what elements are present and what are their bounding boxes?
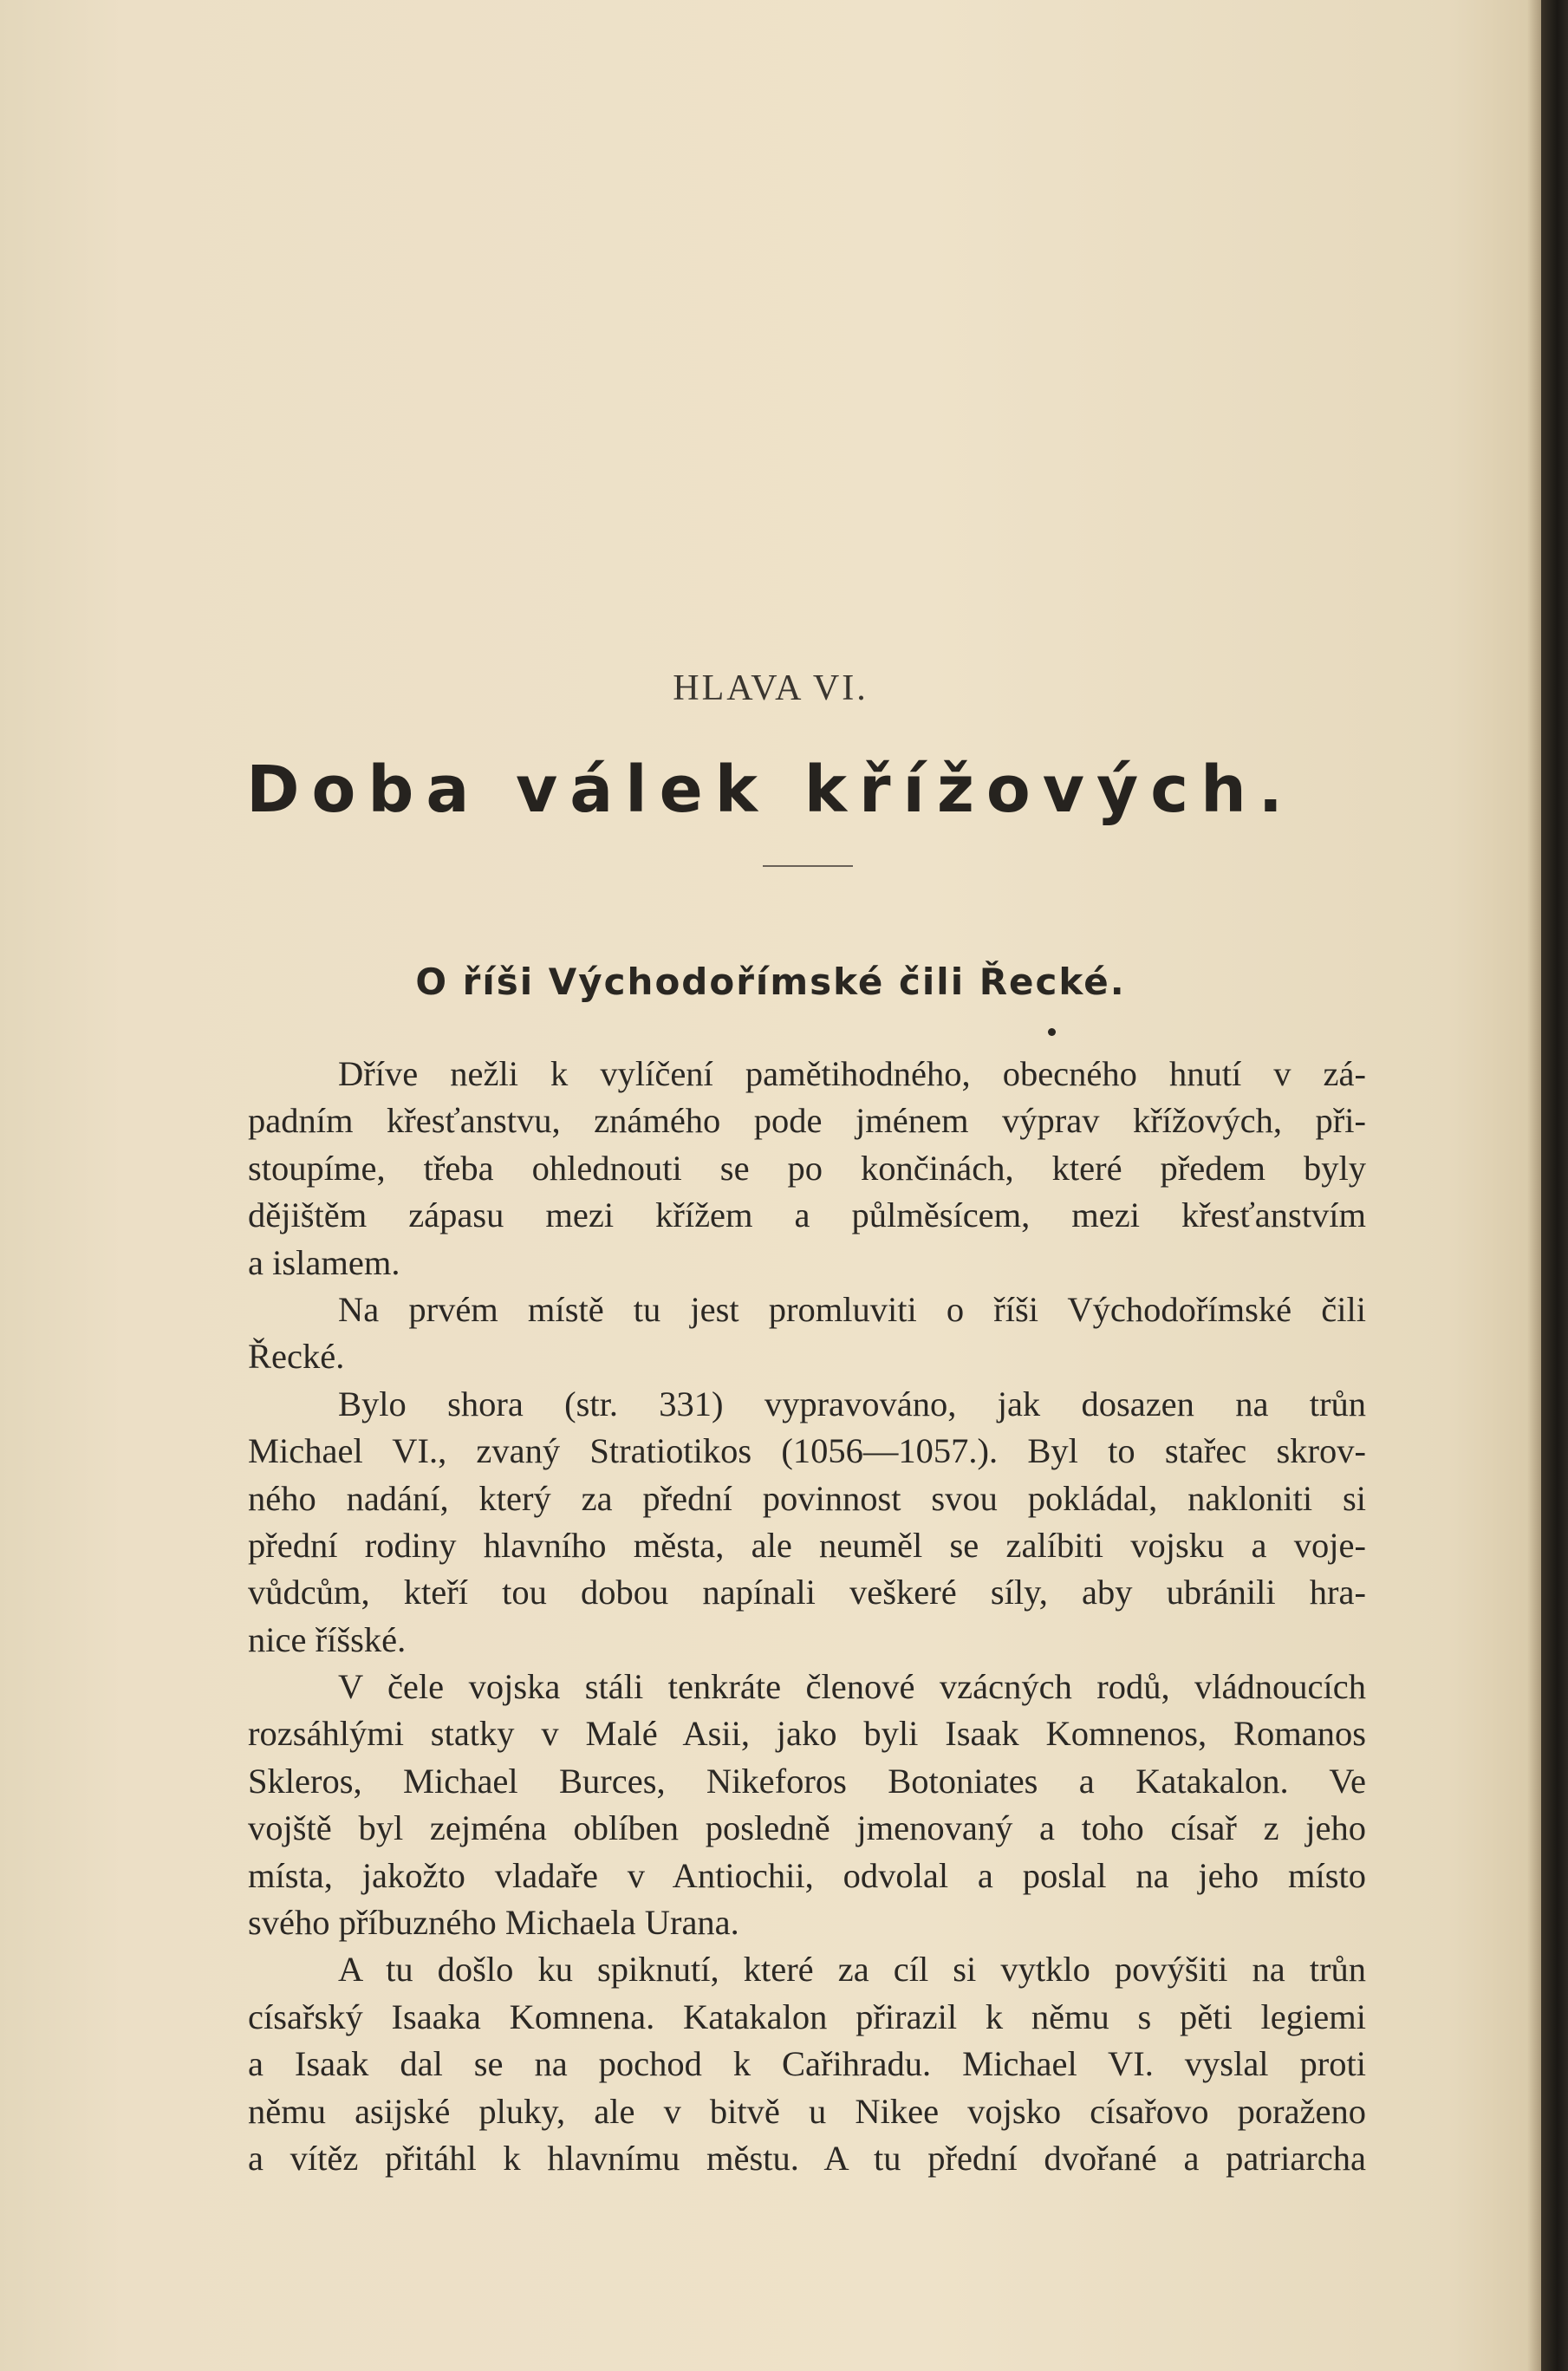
text-line: Skleros, Michael Burces, Nikeforos Botoniates a Katakalon. Ve: [248, 1761, 1366, 1801]
text-line: a Isaak dal se na pochod k Cařihradu. Michael VI. vyslal proti: [248, 2044, 1366, 2084]
ink-speck: [1048, 1028, 1056, 1036]
chapter-title: Doba válek křížových.: [246, 752, 1295, 827]
text-line: nice říšské.: [248, 1619, 407, 1659]
text-line: ného nadání, který za přední povinnost svou pokládal, nakloniti si: [248, 1478, 1366, 1518]
text-line: A tu došlo ku spiknutí, které za cíl si vytklo povýšiti na trůn: [338, 1950, 1366, 1990]
text-line: stoupíme, třeba ohlednouti se po končinách, které předem byly: [248, 1148, 1366, 1188]
text-line: Dříve nežli k vylíčení pamětihodného, obecného hnutí v zá-: [338, 1054, 1366, 1093]
text-line: dějištěm zápasu mezi křížem a půlměsícem, mezi křesťanstvím: [248, 1195, 1366, 1235]
text-line: a islamem.: [248, 1242, 400, 1282]
text-line: Michael VI., zvaný Stratiotikos (1056—1057.). Byl to stařec skrov-: [248, 1431, 1366, 1471]
book-edge: [1541, 0, 1568, 2371]
body-text: [248, 1051, 1366, 2182]
title-divider: [763, 865, 853, 867]
text-line: a vítěz přitáhl k hlavnímu městu. A tu přední dvořané a patriarcha: [248, 2138, 1366, 2178]
text-line: V čele vojska stáli tenkráte členové vzácných rodů, vládnoucích: [338, 1667, 1366, 1707]
text-line: vůdcům, kteří tou dobou napínali veškeré síly, aby ubránili hra-: [248, 1573, 1366, 1612]
text-line: Řecké.: [248, 1337, 345, 1377]
text-line: císařský Isaaka Komnena. Katakalon přirazil k němu s pěti legiemi: [248, 1996, 1366, 2036]
page-gutter-shadow: [1527, 0, 1541, 2371]
text-line: rozsáhlými statky v Malé Asii, jako byli Isaak Komnenos, Romanos: [248, 1714, 1366, 1754]
text-line: Bylo shora (str. 331) vypravováno, jak dosazen na trůn: [338, 1384, 1366, 1423]
text-line: Na prvém místě tu jest promluviti o říši Východořímské čili: [338, 1289, 1366, 1329]
text-line: padním křesťanstvu, známého pode jménem výprav křížových, při-: [248, 1101, 1366, 1141]
chapter-heading: HLAVA VI.: [673, 668, 869, 708]
text-line: vojště byl zejména oblíben posledně jmenovaný a toho císař z jeho: [248, 1808, 1366, 1848]
text-line: svého příbuzného Michaela Urana.: [248, 1903, 739, 1943]
text-line: místa, jakožto vladaře v Antiochii, odvolal a poslal na jeho místo: [248, 1855, 1366, 1895]
section-title: O říši Východořímské čili Řecké.: [415, 961, 1126, 1003]
text-line: němu asijské pluky, ale v bitvě u Nikee vojsko císařovo poraženo: [248, 2091, 1366, 2131]
text-line: přední rodiny hlavního města, ale neuměl se zalíbiti vojsku a voje-: [248, 1525, 1366, 1565]
